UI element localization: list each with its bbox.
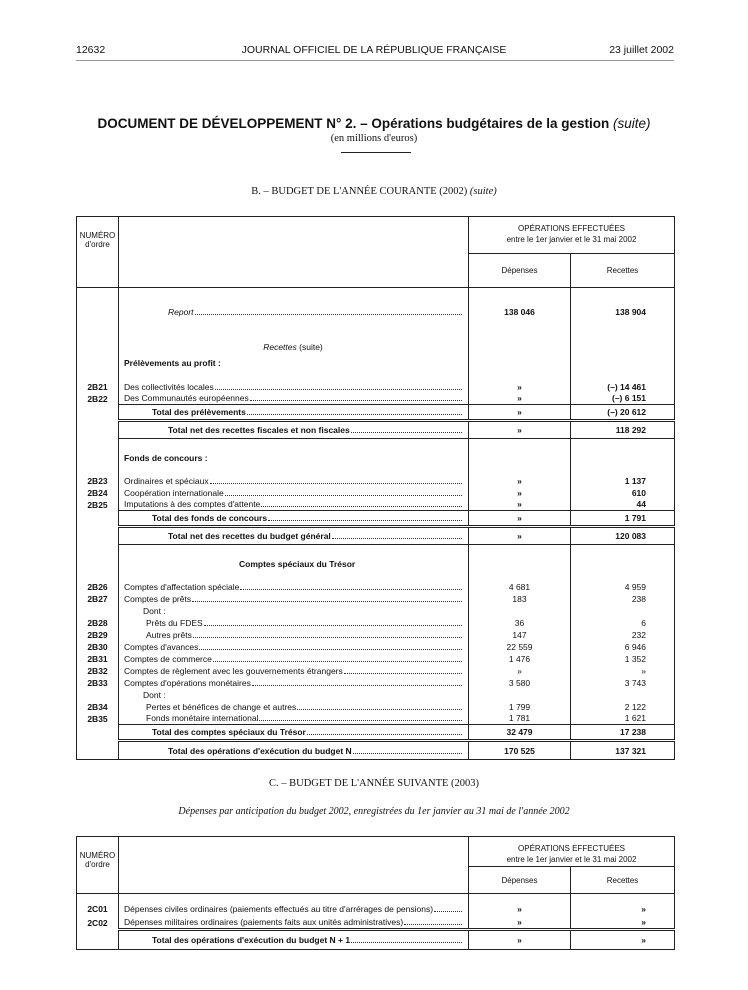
total-comptes-recettes: 17 238: [571, 725, 675, 741]
report-row: [77, 302, 675, 322]
total-row: [77, 527, 675, 545]
header-rule: [76, 60, 674, 61]
numero-header: [77, 837, 119, 894]
table-row: [77, 393, 675, 405]
section-c-table: [76, 836, 675, 950]
table-row: [77, 713, 675, 725]
table-row: [77, 677, 675, 689]
row-number: 2B23: [77, 475, 119, 487]
row-depenses: 147: [469, 629, 571, 641]
row-label: Imputations à des comptes d'attente: [124, 499, 261, 510]
row-recettes: 1 352: [624, 653, 647, 664]
table-row: [77, 581, 675, 593]
recettes-heading-text: Recettes: [263, 341, 297, 352]
row-depenses: 1 799: [469, 701, 571, 713]
report-recettes: 138 904: [615, 306, 647, 317]
row-label: Des collectivités locales: [124, 381, 214, 392]
row-number: 2B34: [77, 701, 119, 713]
row-label: Comptes d'opérations monétaires: [124, 677, 251, 688]
table-row: [77, 665, 675, 677]
publication-date: 23 juillet 2002: [609, 44, 674, 56]
operations-header: [469, 837, 675, 867]
row-label: Comptes d'affectation spéciale: [124, 581, 240, 592]
row-recettes: »: [641, 665, 647, 676]
row-number: 2C02: [77, 916, 119, 930]
row-number: 2B24: [77, 487, 119, 499]
table-row: [77, 499, 675, 511]
total-net-fiscales-label: Total net des recettes fiscales et non fiscales: [168, 425, 350, 435]
total-prelevements-recettes: (–) 20 612: [571, 405, 675, 421]
recettes-heading-suffix: (suite): [299, 341, 323, 352]
row-label: Des Communautés européennes: [124, 393, 249, 404]
table-row: [77, 617, 675, 629]
row-depenses: »: [469, 499, 571, 511]
row-depenses: »: [469, 393, 571, 405]
total-net-general-depenses: »: [469, 527, 571, 545]
recettes-heading: [119, 338, 469, 356]
dont-label: Dont :: [119, 605, 469, 617]
section-b-title-text: B. – BUDGET DE L'ANNÉE COURANTE (2002): [251, 186, 468, 197]
section-b-title-suffix: (suite): [469, 186, 497, 197]
total-prelevements-label: Total des prélèvements: [152, 407, 246, 417]
total-operations-label: Total des opérations d'exécution du budget N: [168, 745, 352, 756]
depenses-header: Dépenses: [469, 867, 571, 894]
row-recettes: 232: [631, 629, 647, 640]
table-row: [77, 629, 675, 641]
row-label: Autres prêts: [146, 629, 192, 640]
row-label: Ordinaires et spéciaux: [124, 475, 209, 486]
row-label: Prêts du FDES: [146, 617, 203, 628]
table-row: [77, 381, 675, 393]
journal-title: JOURNAL OFFICIEL DE LA RÉPUBLIQUE FRANÇAISE: [241, 44, 507, 56]
row-depenses: 36: [469, 617, 571, 629]
total-row: [77, 741, 675, 760]
numero-label: NUMÉRO: [79, 851, 116, 860]
row-recettes: 3 743: [624, 677, 647, 688]
total-net-fiscales-depenses: »: [469, 421, 571, 439]
total-net-fiscales-recettes: 118 292: [571, 421, 675, 439]
row-number: 2B26: [77, 581, 119, 593]
report-depenses: 138 046: [469, 302, 571, 322]
table-row: [77, 902, 675, 916]
row-depenses: »: [469, 381, 571, 393]
row-recettes: 6 946: [624, 641, 647, 652]
section-b-table: [76, 216, 675, 760]
row-depenses: »: [469, 916, 571, 930]
total-c-recettes: »: [571, 930, 675, 950]
row-label: Comptes de prêts: [124, 593, 192, 604]
document-title-suffix: (suite): [612, 116, 651, 131]
total-net-general-label: Total net des recettes du budget général: [168, 531, 331, 541]
total-c-depenses: »: [469, 930, 571, 950]
label-header: [119, 837, 469, 894]
row-recettes: (–) 6 151: [611, 393, 647, 404]
period-label: entre le 1er janvier et le 31 mai 2002: [506, 235, 637, 244]
total-c-label: Total des opérations d'exécution du budget N + 1: [152, 935, 351, 945]
row-depenses: »: [469, 665, 571, 677]
ordre-label: d'ordre: [85, 240, 110, 249]
comptes-heading: Comptes spéciaux du Trésor: [119, 557, 469, 571]
row-recettes: 610: [631, 487, 647, 498]
row-number: 2B33: [77, 677, 119, 689]
row-label: Coopération internationale: [124, 487, 224, 498]
total-fonds-depenses: »: [469, 511, 571, 527]
report-label: Report: [168, 306, 194, 317]
table-row: [77, 475, 675, 487]
row-label: Dépenses civiles ordinaires (paiements effectués au titre d'arrérages de pensions): [124, 903, 434, 914]
row-depenses: 4 681: [469, 581, 571, 593]
total-row: [77, 421, 675, 439]
total-row: [77, 511, 675, 527]
total-operations-depenses: 170 525: [469, 741, 571, 760]
document-title: [0, 116, 748, 131]
total-row: [77, 930, 675, 950]
total-fonds-label: Total des fonds de concours: [152, 513, 268, 523]
total-net-general-recettes: 120 083: [571, 527, 675, 545]
table-row: [77, 487, 675, 499]
total-row: [77, 725, 675, 741]
table-row: [77, 916, 675, 930]
total-fonds-recettes: 1 791: [571, 511, 675, 527]
numero-header: [77, 217, 119, 288]
ordre-label: d'ordre: [85, 860, 110, 869]
label-header: [119, 217, 469, 288]
row-recettes: 1 137: [624, 475, 647, 486]
period-label: entre le 1er janvier et le 31 mai 2002: [506, 855, 637, 864]
table-row: [77, 593, 675, 605]
total-comptes-label: Total des comptes spéciaux du Trésor: [152, 727, 306, 737]
operations-header: [469, 217, 675, 254]
recettes-header: Recettes: [571, 867, 675, 894]
depenses-header: Dépenses: [469, 254, 571, 288]
row-depenses: »: [469, 475, 571, 487]
document-title-text: DOCUMENT DE DÉVELOPPEMENT N° 2. – Opérations budgétaires de la gestion: [97, 116, 610, 131]
row-depenses: »: [469, 902, 571, 916]
fonds-heading: Fonds de concours :: [119, 451, 469, 465]
row-recettes: 1 621: [624, 713, 647, 724]
row-recettes: 2 122: [624, 701, 647, 712]
operations-label: OPÉRATIONS EFFECTUÉES: [518, 844, 625, 853]
operations-label: OPÉRATIONS EFFECTUÉES: [518, 224, 625, 233]
row-label: Pertes et bénéfices de change et autres: [146, 701, 297, 712]
page-number: 12632: [76, 44, 106, 56]
row-number: 2B30: [77, 641, 119, 653]
row-depenses: 22 559: [469, 641, 571, 653]
recettes-header: Recettes: [571, 254, 675, 288]
row-label: Dépenses militaires ordinaires (paiements faits aux unités administratives): [124, 916, 404, 927]
title-divider: [341, 152, 411, 153]
row-number: 2B29: [77, 629, 119, 641]
numero-label: NUMÉRO: [79, 231, 116, 240]
section-c-title: C. – BUDGET DE L'ANNÉE SUIVANTE (2003): [268, 778, 480, 789]
row-label: Comptes de règlement avec les gouvernements étrangers: [124, 665, 343, 676]
row-number: 2B22: [77, 393, 119, 405]
row-number: 2B35: [77, 713, 119, 725]
total-operations-recettes: 137 321: [571, 741, 675, 760]
section-b-title: [0, 186, 748, 197]
row-number: 2B28: [77, 617, 119, 629]
row-recettes: 4 959: [624, 581, 647, 592]
total-prelevements-depenses: »: [469, 405, 571, 421]
row-depenses: 1 781: [469, 713, 571, 725]
row-number: 2B31: [77, 653, 119, 665]
row-number: 2B32: [77, 665, 119, 677]
table-row: [77, 701, 675, 713]
row-recettes: 238: [631, 593, 647, 604]
row-number: 2B21: [77, 381, 119, 393]
row-recettes: 44: [636, 499, 647, 510]
row-number: 2B25: [77, 499, 119, 511]
total-comptes-depenses: 32 479: [469, 725, 571, 741]
row-depenses: 183: [469, 593, 571, 605]
row-depenses: »: [469, 487, 571, 499]
row-label: Fonds monétaire international: [146, 713, 259, 724]
row-depenses: 3 580: [469, 677, 571, 689]
total-row: [77, 405, 675, 421]
row-number: 2C01: [77, 902, 119, 916]
row-label: Comptes d'avances: [124, 641, 199, 652]
dont-label: Dont :: [119, 689, 469, 701]
table-row: [77, 641, 675, 653]
section-c-subtitle: Dépenses par anticipation du budget 2002, enregistrées du 1er janvier au 31 mai de l'année 2002: [178, 806, 570, 817]
document-subtitle: (en millions d'euros): [330, 133, 418, 144]
row-depenses: 1 476: [469, 653, 571, 665]
row-recettes: »: [641, 916, 647, 927]
row-recettes: »: [641, 903, 647, 914]
table-row: [77, 653, 675, 665]
row-recettes: (–) 14 461: [607, 381, 647, 392]
row-label: Comptes de commerce: [124, 653, 212, 664]
prelevements-heading: Prélèvements au profit :: [119, 356, 469, 371]
row-recettes: 6: [641, 617, 647, 628]
row-number: 2B27: [77, 593, 119, 605]
